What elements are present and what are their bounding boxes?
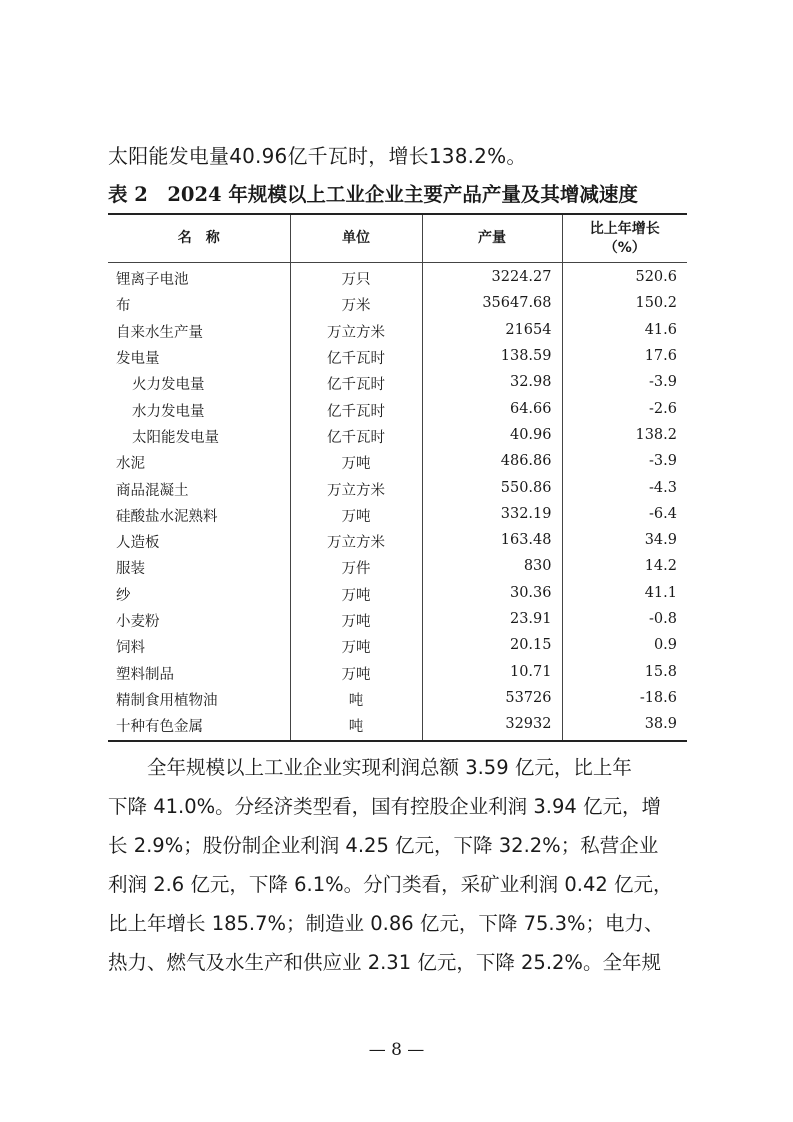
- row-name: 发电量: [116, 351, 160, 368]
- row-output: 3224.27: [422, 260, 562, 291]
- row-growth: 138.2: [562, 422, 687, 448]
- row-name: 水泥: [116, 456, 145, 473]
- row-output: 30.36: [422, 580, 562, 606]
- row-output: 64.66: [422, 395, 562, 421]
- row-output: 32932: [422, 711, 562, 738]
- row-output: 486.86: [422, 448, 562, 474]
- row-growth: 150.2: [562, 290, 687, 316]
- row-output: 163.48: [422, 527, 562, 553]
- row-unit: 万只: [290, 263, 422, 294]
- row-growth: -2.6: [562, 395, 687, 421]
- paragraph-line: 全年规模以上工业企业实现利润总额 3.59 亿元，比上年: [108, 756, 632, 779]
- row-name: 人造板: [116, 535, 160, 552]
- row-unit: 亿千瓦时: [290, 346, 422, 372]
- row-name: 商品混凝土: [116, 482, 189, 499]
- row-growth: -3.9: [562, 369, 687, 395]
- product-output-table: [108, 213, 687, 742]
- row-output: 830: [422, 553, 562, 579]
- row-output: 138.59: [422, 343, 562, 369]
- row-output: 40.96: [422, 422, 562, 448]
- row-growth: 0.9: [562, 632, 687, 658]
- table-row: [108, 714, 687, 741]
- row-name: 自来水生产量: [116, 324, 203, 341]
- row-output: 23.91: [422, 606, 562, 632]
- page-number: — 8 —: [368, 1040, 425, 1060]
- row-output: 20.15: [422, 632, 562, 658]
- row-growth: 41.6: [562, 317, 687, 343]
- row-unit: 亿千瓦时: [290, 398, 422, 424]
- row-output: 21654: [422, 317, 562, 343]
- row-output: 53726: [422, 685, 562, 711]
- header-growth-unit: （%）: [603, 239, 646, 256]
- row-growth: 15.8: [562, 658, 687, 684]
- row-name: 布: [116, 298, 131, 315]
- paragraph-line: 利润 2.6 亿元，下降 6.1%。分门类看，采矿业利润 0.42 亿元，: [108, 873, 673, 896]
- row-growth: 520.6: [562, 260, 687, 291]
- row-name: 硅酸盐水泥熟料: [116, 508, 218, 525]
- row-name: 十种有色金属: [116, 719, 203, 736]
- row-unit: 万件: [290, 556, 422, 582]
- row-output: 550.86: [422, 474, 562, 500]
- row-name: 纱: [116, 587, 131, 604]
- row-name: 锂离子电池: [116, 272, 189, 289]
- paragraph-line: 热力、燃气及水生产和供应业 2.31 亿元，下降 25.2%。全年规: [108, 951, 661, 974]
- row-growth: -6.4: [562, 501, 687, 527]
- row-unit: 万吨: [290, 635, 422, 661]
- header-unit: 单位: [290, 214, 422, 263]
- row-unit: 万吨: [290, 504, 422, 530]
- row-growth: 34.9: [562, 527, 687, 553]
- row-unit: 万立方米: [290, 530, 422, 556]
- row-name: 小麦粉: [116, 614, 160, 630]
- row-growth: 14.2: [562, 553, 687, 579]
- row-name: 服装: [116, 561, 145, 578]
- row-unit: 万吨: [290, 583, 422, 609]
- row-name: 水力发电量: [132, 403, 205, 420]
- row-unit: 万吨: [290, 661, 422, 687]
- row-unit: 万米: [290, 293, 422, 319]
- header-growth-label: 比上年增长: [589, 220, 660, 237]
- row-name: 火力发电量: [132, 377, 205, 394]
- header-name: 名 称: [108, 214, 290, 263]
- intro-text: 太阳能发电量40.96亿千瓦时，增长138.2%。: [108, 144, 527, 168]
- row-output: 332.19: [422, 501, 562, 527]
- paragraph-line: 比上年增长 185.7%；制造业 0.86 亿元，下降 75.3%；电力、: [108, 912, 664, 935]
- row-unit: 万立方米: [290, 320, 422, 346]
- row-unit: 亿千瓦时: [290, 372, 422, 398]
- row-unit: 万吨: [290, 609, 422, 635]
- table-header-row: [108, 214, 687, 263]
- paragraph-line: 下降 41.0%。分经济类型看，国有控股企业利润 3.94 亿元，增: [108, 795, 661, 818]
- profit-paragraph: [108, 748, 688, 982]
- row-unit: 万立方米: [290, 477, 422, 503]
- row-unit: 万吨: [290, 451, 422, 477]
- header-growth: [562, 214, 687, 263]
- row-name: 精制食用植物油: [116, 692, 218, 709]
- row-growth: 17.6: [562, 343, 687, 369]
- row-output: 10.71: [422, 658, 562, 684]
- row-growth: -0.8: [562, 606, 687, 632]
- row-name: 太阳能发电量: [132, 429, 219, 446]
- table-body: [108, 263, 687, 742]
- row-name: 塑料制品: [116, 666, 174, 683]
- row-output: 35647.68: [422, 290, 562, 316]
- row-name: 饲料: [116, 640, 145, 657]
- table-row: [108, 263, 687, 294]
- row-unit: 吨: [290, 714, 422, 741]
- row-unit: 吨: [290, 688, 422, 714]
- row-output: 32.98: [422, 369, 562, 395]
- row-growth: 38.9: [562, 711, 687, 738]
- row-growth: 41.1: [562, 580, 687, 606]
- table-caption: 表 2 2024 年规模以上工业企业主要产品产量及其增减速度: [108, 183, 638, 206]
- paragraph-line: 长 2.9%；股份制企业利润 4.25 亿元，下降 32.2%；私营企业: [108, 834, 659, 857]
- header-output: 产量: [422, 214, 562, 263]
- row-unit: 亿千瓦时: [290, 425, 422, 451]
- row-growth: -4.3: [562, 474, 687, 500]
- row-growth: -3.9: [562, 448, 687, 474]
- row-growth: -18.6: [562, 685, 687, 711]
